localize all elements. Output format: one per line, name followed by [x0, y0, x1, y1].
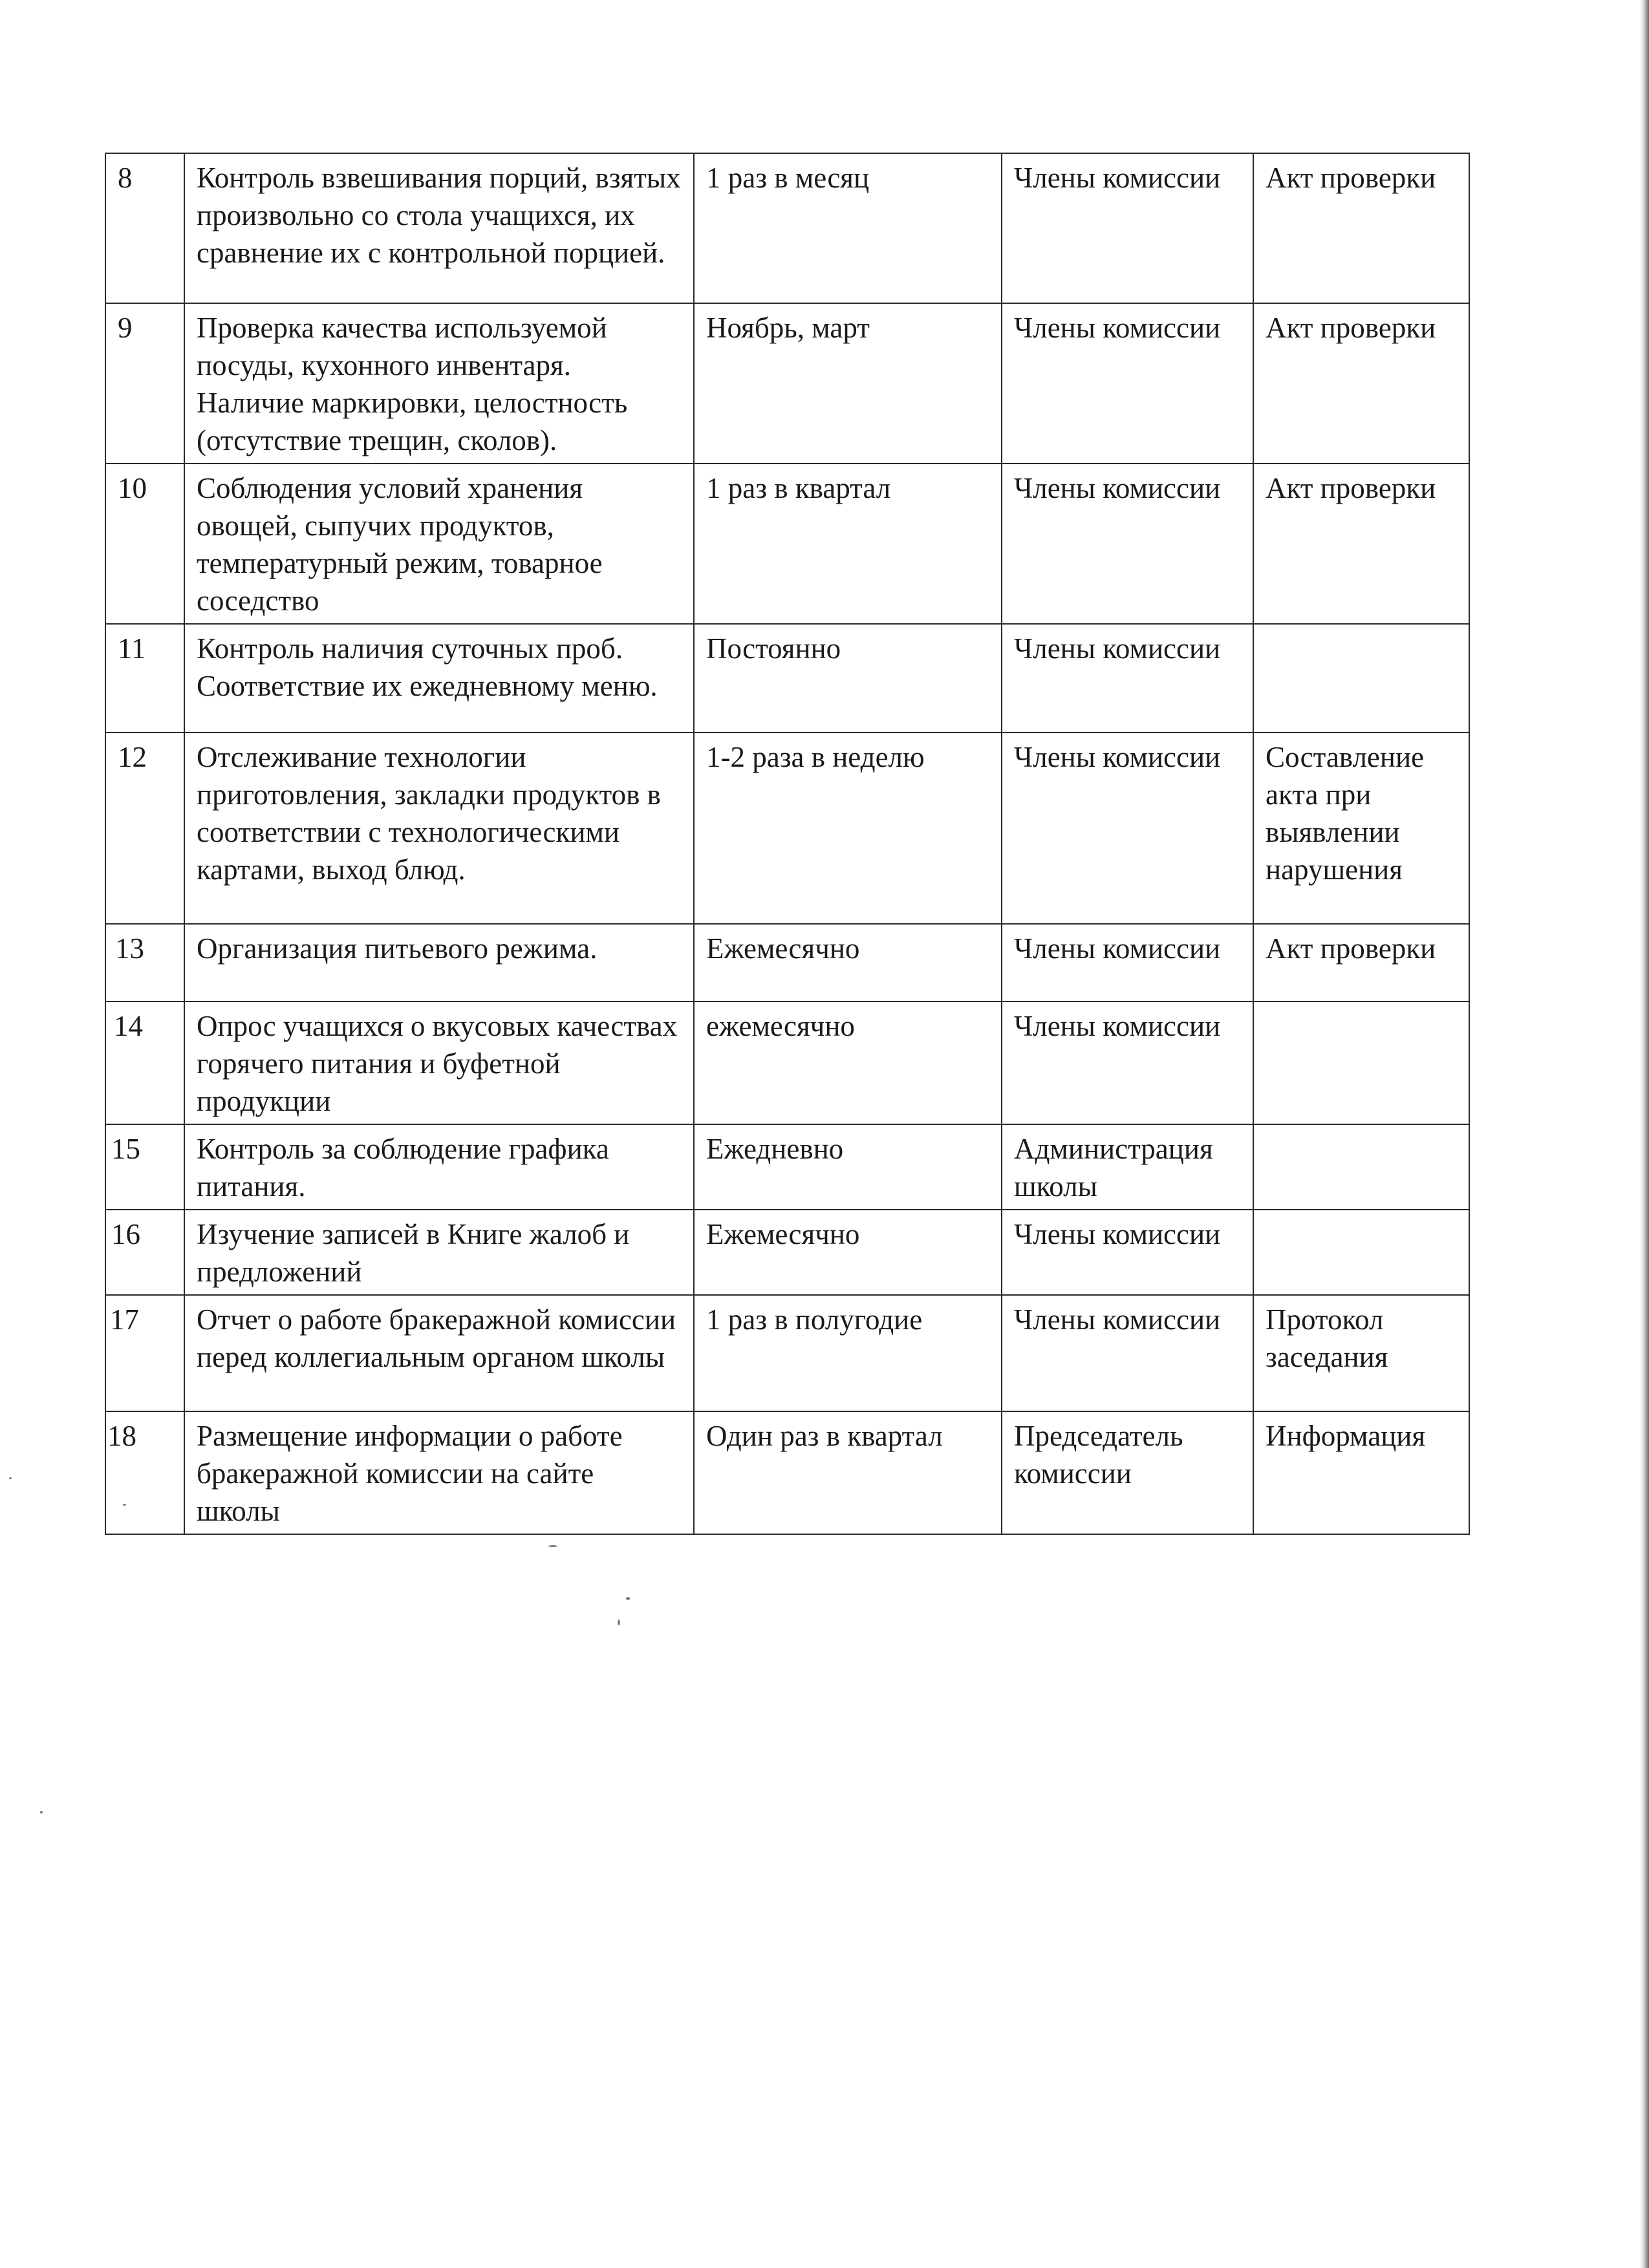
row-number: 12 — [105, 733, 184, 924]
activity-cell: Проверка качества используемой посуды, кухонного инвентаря. Наличие маркировки, целостность (отсутствие трещин, сколов). — [184, 303, 694, 464]
scan-speck — [626, 1597, 630, 1600]
table-row — [105, 1124, 1469, 1210]
table-row — [105, 153, 1469, 303]
row-number: 8 — [105, 153, 184, 303]
document-cell: Акт проверки — [1253, 464, 1469, 624]
row-number: 11 — [105, 624, 184, 733]
period-cell: Один раз в квартал — [694, 1411, 1002, 1534]
document-cell: Акт проверки — [1253, 924, 1469, 1001]
responsible-cell: Администрация школы — [1002, 1124, 1253, 1210]
document-cell: Составление акта при выявлении нарушения — [1253, 733, 1469, 924]
activity-cell: Опрос учащихся о вкусовых качествах горячего питания и буфетной продукции — [184, 1001, 694, 1124]
period-cell: 1 раз в полугодие — [694, 1295, 1002, 1411]
row-number: 10 — [105, 464, 184, 624]
table-row — [105, 1001, 1469, 1124]
row-number: 9 — [105, 303, 184, 464]
period-cell: Постоянно — [694, 624, 1002, 733]
scan-speck — [618, 1620, 620, 1625]
activity-cell: Изучение записей в Книге жалоб и предложений — [184, 1210, 694, 1295]
document-cell: Акт проверки — [1253, 153, 1469, 303]
scan-speck — [548, 1545, 557, 1547]
activity-cell: Контроль за соблюдение графика питания. — [184, 1124, 694, 1210]
table-row — [105, 1210, 1469, 1295]
responsible-cell: Члены комиссии — [1002, 1210, 1253, 1295]
table-row — [105, 1295, 1469, 1411]
responsible-cell: Члены комиссии — [1002, 624, 1253, 733]
responsible-cell: Члены комиссии — [1002, 153, 1253, 303]
document-cell: Информация — [1253, 1411, 1469, 1534]
activity-cell: Отслеживание технологии приготовления, закладки продуктов в соответствии с технологическими картами, выход блюд. — [184, 733, 694, 924]
document-cell — [1253, 1210, 1469, 1295]
responsible-cell: Члены комиссии — [1002, 1001, 1253, 1124]
document-cell: Акт проверки — [1253, 303, 1469, 464]
row-number: 15 — [99, 1124, 178, 1210]
responsible-cell: Члены комиссии — [1002, 464, 1253, 624]
period-cell: 1-2 раза в неделю — [694, 733, 1002, 924]
activity-cell: Контроль взвешивания порций, взятых произвольно со стола учащихся, их сравнение их с контрольной порцией. — [184, 153, 694, 303]
document-cell — [1253, 624, 1469, 733]
document-cell: Протокол заседания — [1253, 1295, 1469, 1411]
document-cell — [1253, 1124, 1469, 1210]
period-cell: Ежедневно — [694, 1124, 1002, 1210]
row-number: 16 — [99, 1210, 178, 1295]
period-cell: Ежемесячно — [694, 1210, 1002, 1295]
table-row — [105, 624, 1469, 733]
responsible-cell: Члены комиссии — [1002, 733, 1253, 924]
table-row — [105, 733, 1469, 924]
period-cell: ежемесячно — [694, 1001, 1002, 1124]
row-number: 18 — [95, 1411, 174, 1534]
table-row — [105, 303, 1469, 464]
period-cell: Ежемесячно — [694, 924, 1002, 1001]
responsible-cell: Члены комиссии — [1002, 924, 1253, 1001]
row-number: 17 — [98, 1295, 177, 1411]
scan-speck — [40, 1811, 43, 1813]
responsible-cell: Члены комиссии — [1002, 1295, 1253, 1411]
activity-cell: Соблюдения условий хранения овощей, сыпучих продуктов, температурный режим, товарное соседство — [184, 464, 694, 624]
table-row — [105, 1411, 1469, 1534]
responsible-cell: Члены комиссии — [1002, 303, 1253, 464]
table-row — [105, 924, 1469, 1001]
control-plan-table — [105, 153, 1470, 1535]
table-body — [105, 153, 1469, 1534]
activity-cell: Отчет о работе бракеражной комиссии перед коллегиальным органом школы — [184, 1295, 694, 1411]
activity-cell: Организация питьевого режима. — [184, 924, 694, 1001]
responsible-cell: Председатель комиссии — [1002, 1411, 1253, 1534]
scan-edge — [1640, 0, 1649, 2268]
document-cell — [1253, 1001, 1469, 1124]
scan-speck — [9, 1477, 12, 1479]
table-row — [105, 464, 1469, 624]
period-cell: Ноябрь, март — [694, 303, 1002, 464]
period-cell: 1 раз в месяц — [694, 153, 1002, 303]
period-cell: 1 раз в квартал — [694, 464, 1002, 624]
activity-cell: Размещение информации о работе бракеражной комиссии на сайте школы — [184, 1411, 694, 1534]
row-number: 14 — [102, 1001, 180, 1124]
row-number: 13 — [103, 924, 182, 1001]
activity-cell: Контроль наличия суточных проб. Соответствие их ежедневному меню. — [184, 624, 694, 733]
